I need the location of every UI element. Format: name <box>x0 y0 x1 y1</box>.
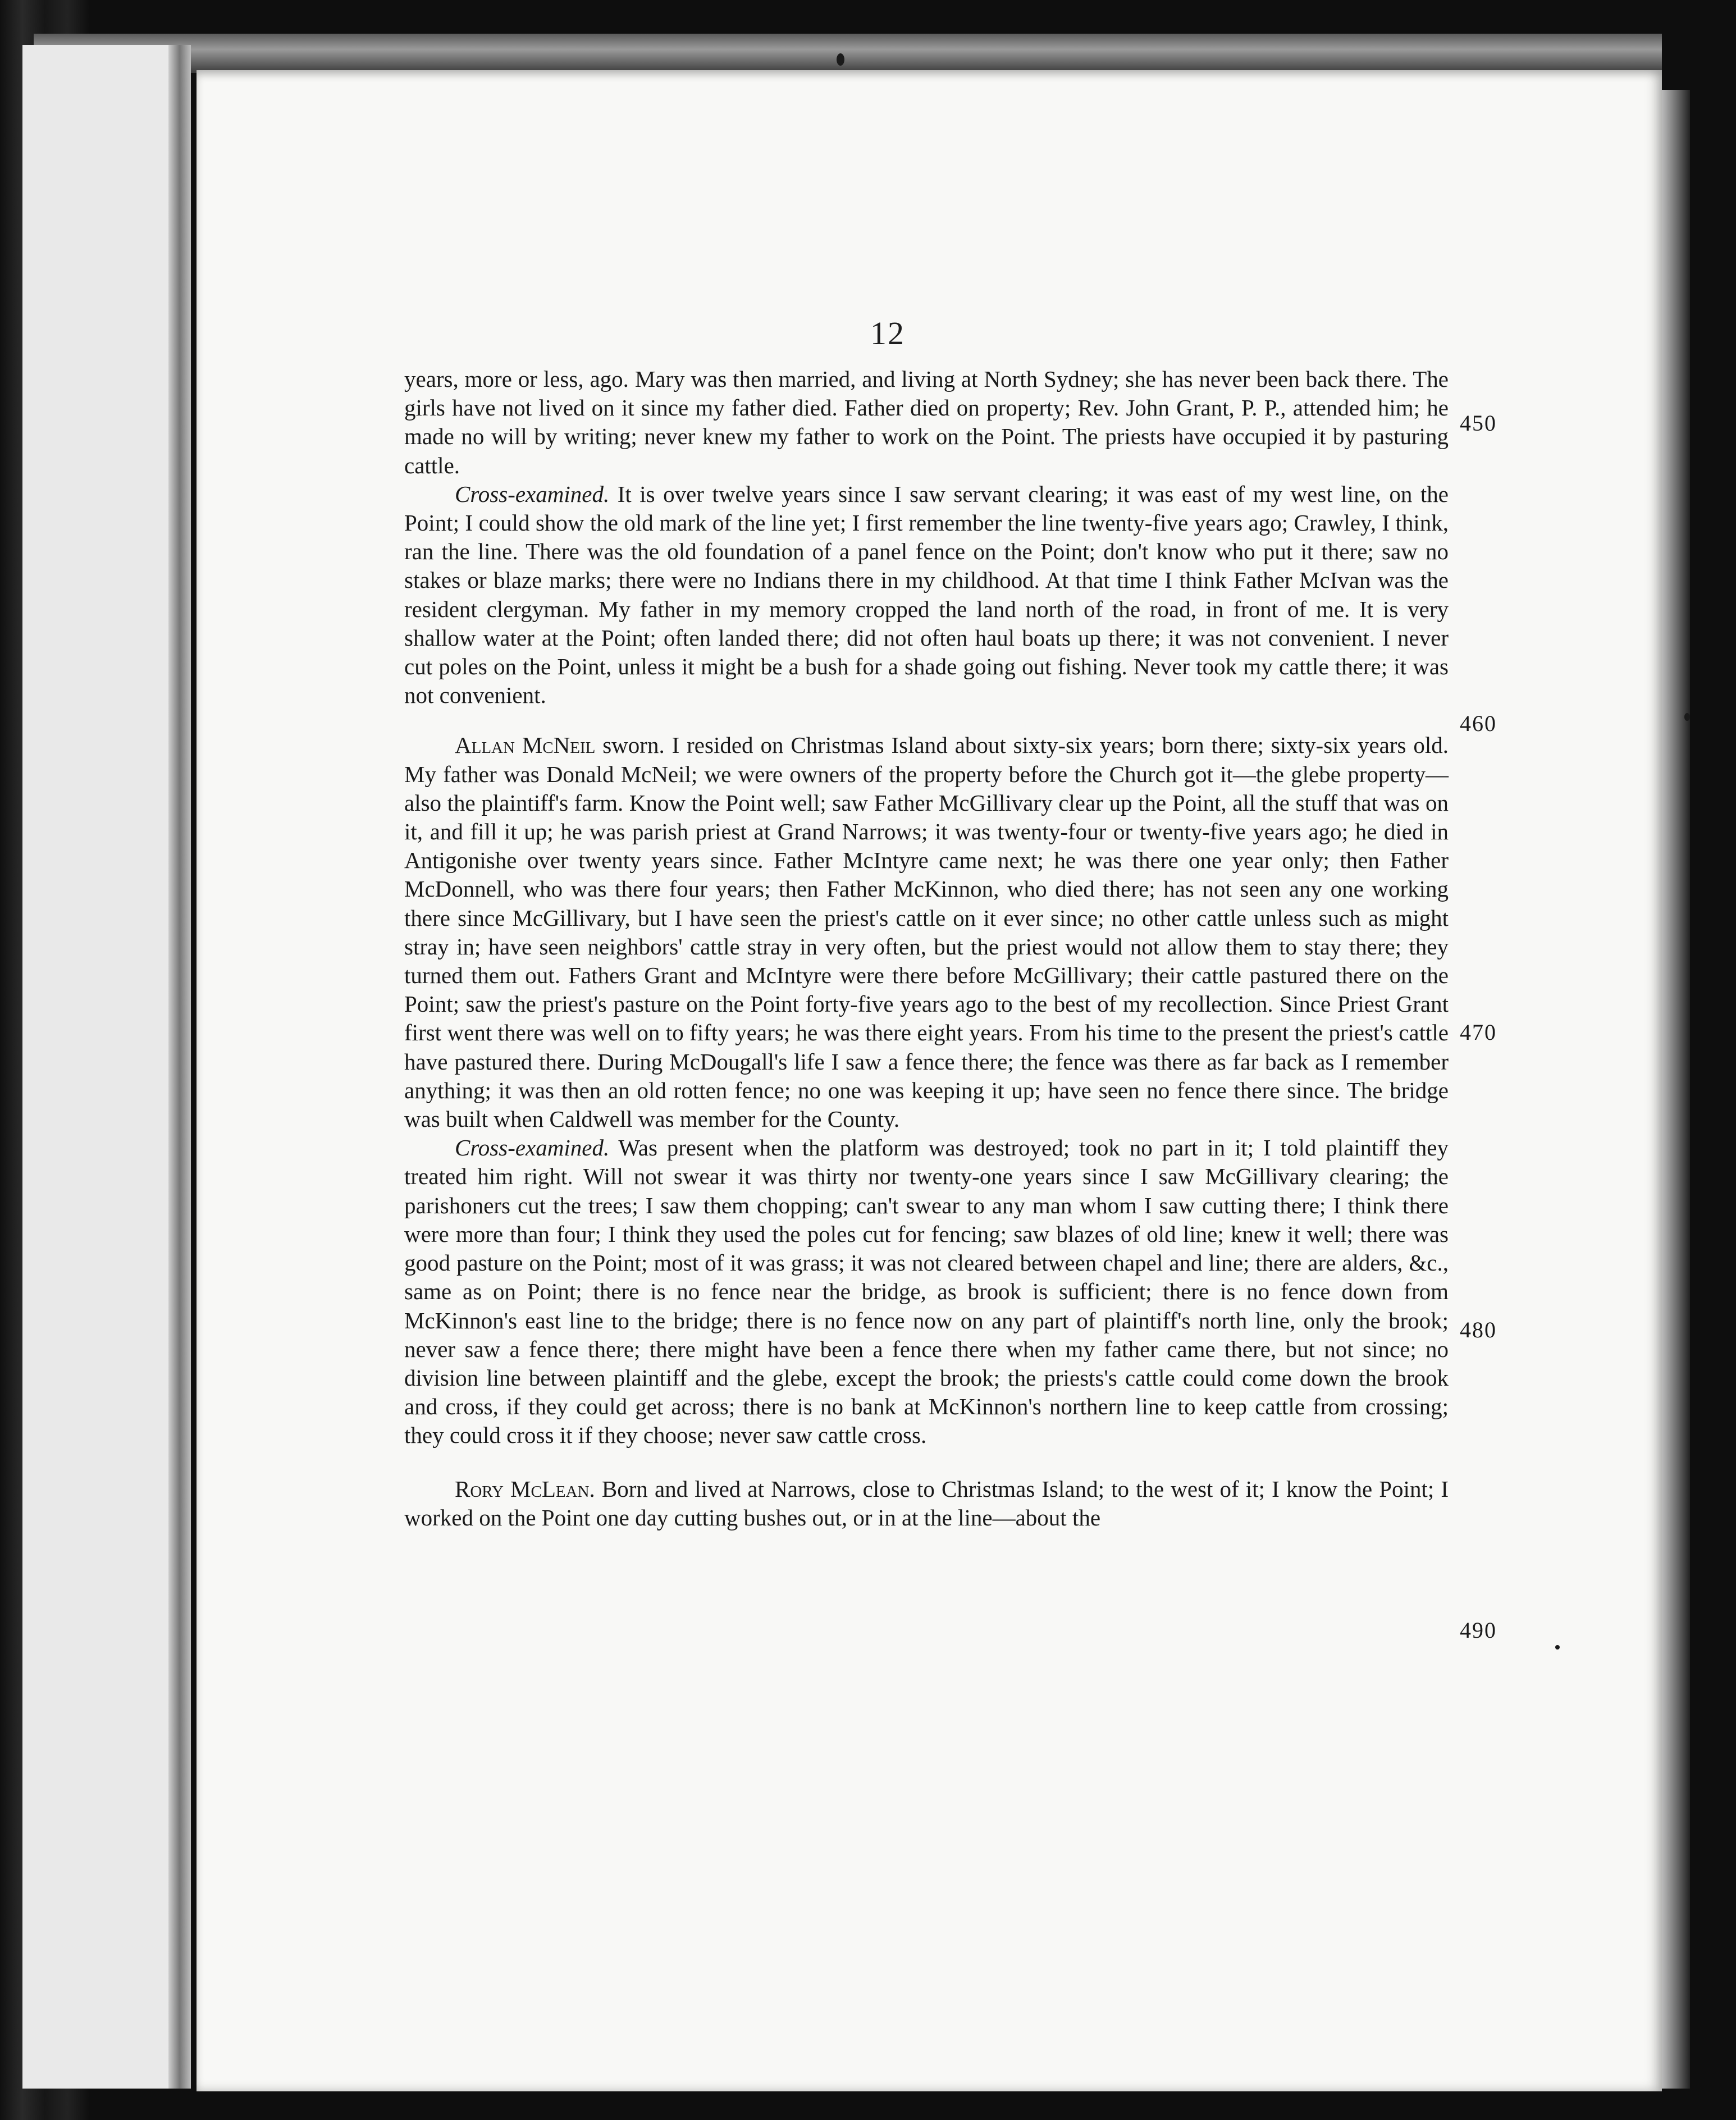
paragraph-text: sworn. I resided on Christmas Island about sixty-six years; born there; sixty-six years old. My father was Donald McNeil; we were owners of the property before the Church got it—the glebe property—also the plaintiff's farm. Know the Point well; saw Father McGillivary clear up the Point, all the stuff that was on it, and fill it up; he was parish priest at Grand Narrows; it was twenty-four or twenty-five years ago; he died in Antigonishe over twenty years since. Father McIntyre came next; he was there one year only; then Father McDonnell, who was there four years; then Father McKinnon, who died there; has not seen any one working there since McGillivary, but I have seen the priest's cattle on it ever since; no other cattle unless such as might stray in; have seen neighbors' cattle stray in very often, but the priest would not allow them to stay there; they turned them out. Fathers Grant and McIntyre were there before McGillivary; their cattle pastured there on the Point; saw the priest's pasture on the Point forty-five years ago to the best of my recollection. Since Priest Grant first went there was well on to fifty years; he was there eight years. From his time to the present the priest's cattle have pastured there. During McDougall's life I saw a fence there; the fence was there as far back as I remember anything; it was then an old rotten fence; no one was keeping it up; have seen no fence there since. The bridge was built when Caldwell was member for the County. <box>404 732 1449 1132</box>
scan-top-strip <box>34 34 1662 73</box>
witness-name: Rory McLean. <box>455 1475 595 1502</box>
cross-examined-label: Cross-examined. <box>455 1135 610 1161</box>
paragraph-cross-examination-2 <box>404 1134 1449 1450</box>
testimony-text <box>404 365 1449 1532</box>
scan-speck <box>837 53 844 66</box>
page-number: 12 <box>870 315 905 351</box>
line-number-470: 470 <box>1460 1020 1497 1045</box>
facing-page-edge <box>22 45 189 2089</box>
paragraph-text: It is over twelve years since I saw servant clearing; it was east of my west line, on the Point; I could show the old mark of the line yet; I first remember the line twenty-five years ago; Crawley, I think, ran the line. There was the old foundation of a panel fence on the Point; don't know who put it there; saw no stakes or blaze marks; there were no Indians there in my childhood. At that time I think Father McIvan was the resident clergyman. My father in my memory cropped the land north of the road, in front of me. It is very shallow water at the Point; often landed there; did not often haul boats up there; it was not convenient. I never cut poles on the Point, unless it might be a bush for a shade going out fishing. Never took my cattle there; it was not convenient. <box>404 481 1449 709</box>
cross-examined-label: Cross-examined. <box>455 481 610 507</box>
paragraph-text: Born and lived at Narrows, close to Christmas Island; to the west of it; I know the Point; I worked on the Point one day cutting bushes out, or in at the line—about the <box>404 1475 1449 1530</box>
scan-speck <box>1555 1645 1560 1650</box>
paragraph-rory-mclean <box>404 1475 1449 1532</box>
line-number-450: 450 <box>1460 410 1497 436</box>
binding-gutter <box>168 45 191 2089</box>
paragraph-continuation <box>404 365 1449 480</box>
line-number-460: 460 <box>1460 711 1497 736</box>
paragraph-allan-mcneil <box>404 731 1449 1134</box>
scan-speck <box>1684 713 1690 721</box>
witness-name: Allan McNeil <box>455 732 596 759</box>
line-number-490: 490 <box>1460 1618 1497 1643</box>
paragraph-cross-examination-1 <box>404 480 1449 710</box>
line-number-480: 480 <box>1460 1317 1497 1342</box>
paragraph-text: years, more or less, ago. Mary was then married, and living at North Sydney; she has never been back there. The girls have not lived on it since my father died. Father died on property; Rev. John Grant, P. P., attended him; he made no will by writing; never knew my father to work on the Point. The priests have occupied it by pasturing cattle. <box>404 366 1449 478</box>
paragraph-text: Was present when the platform was destroyed; took no part in it; I told plaintiff they treated him right. Will not swear it was thirty nor twenty-one years since I saw McGillivary clearing; the parishoners cut the trees; I saw them chopping; can't swear to any man whom I saw cutting there; I think there were more than four; I think they used the poles cut for fencing; saw blazes of old line; knew it well; there was good pasture on the Point; most of it was grass; it was not cleared between chapel and line; there are alders, &c., same as on Point; there is no fence near the bridge, as brook is sufficient; there is no fence down from McKinnon's east line to the bridge; there is no fence now on any part of plaintiff's north line, only the brook; never saw a fence there; there might have been a fence there when my father came there, but not since; no division line between plaintiff and the glebe, except the brook; the priests's cattle could come down the brook and cross, if they could get across; there is no bank at McKinnon's northern line to keep cattle from crossing; they could cross it if they choose; never saw cattle cross. <box>404 1135 1449 1449</box>
